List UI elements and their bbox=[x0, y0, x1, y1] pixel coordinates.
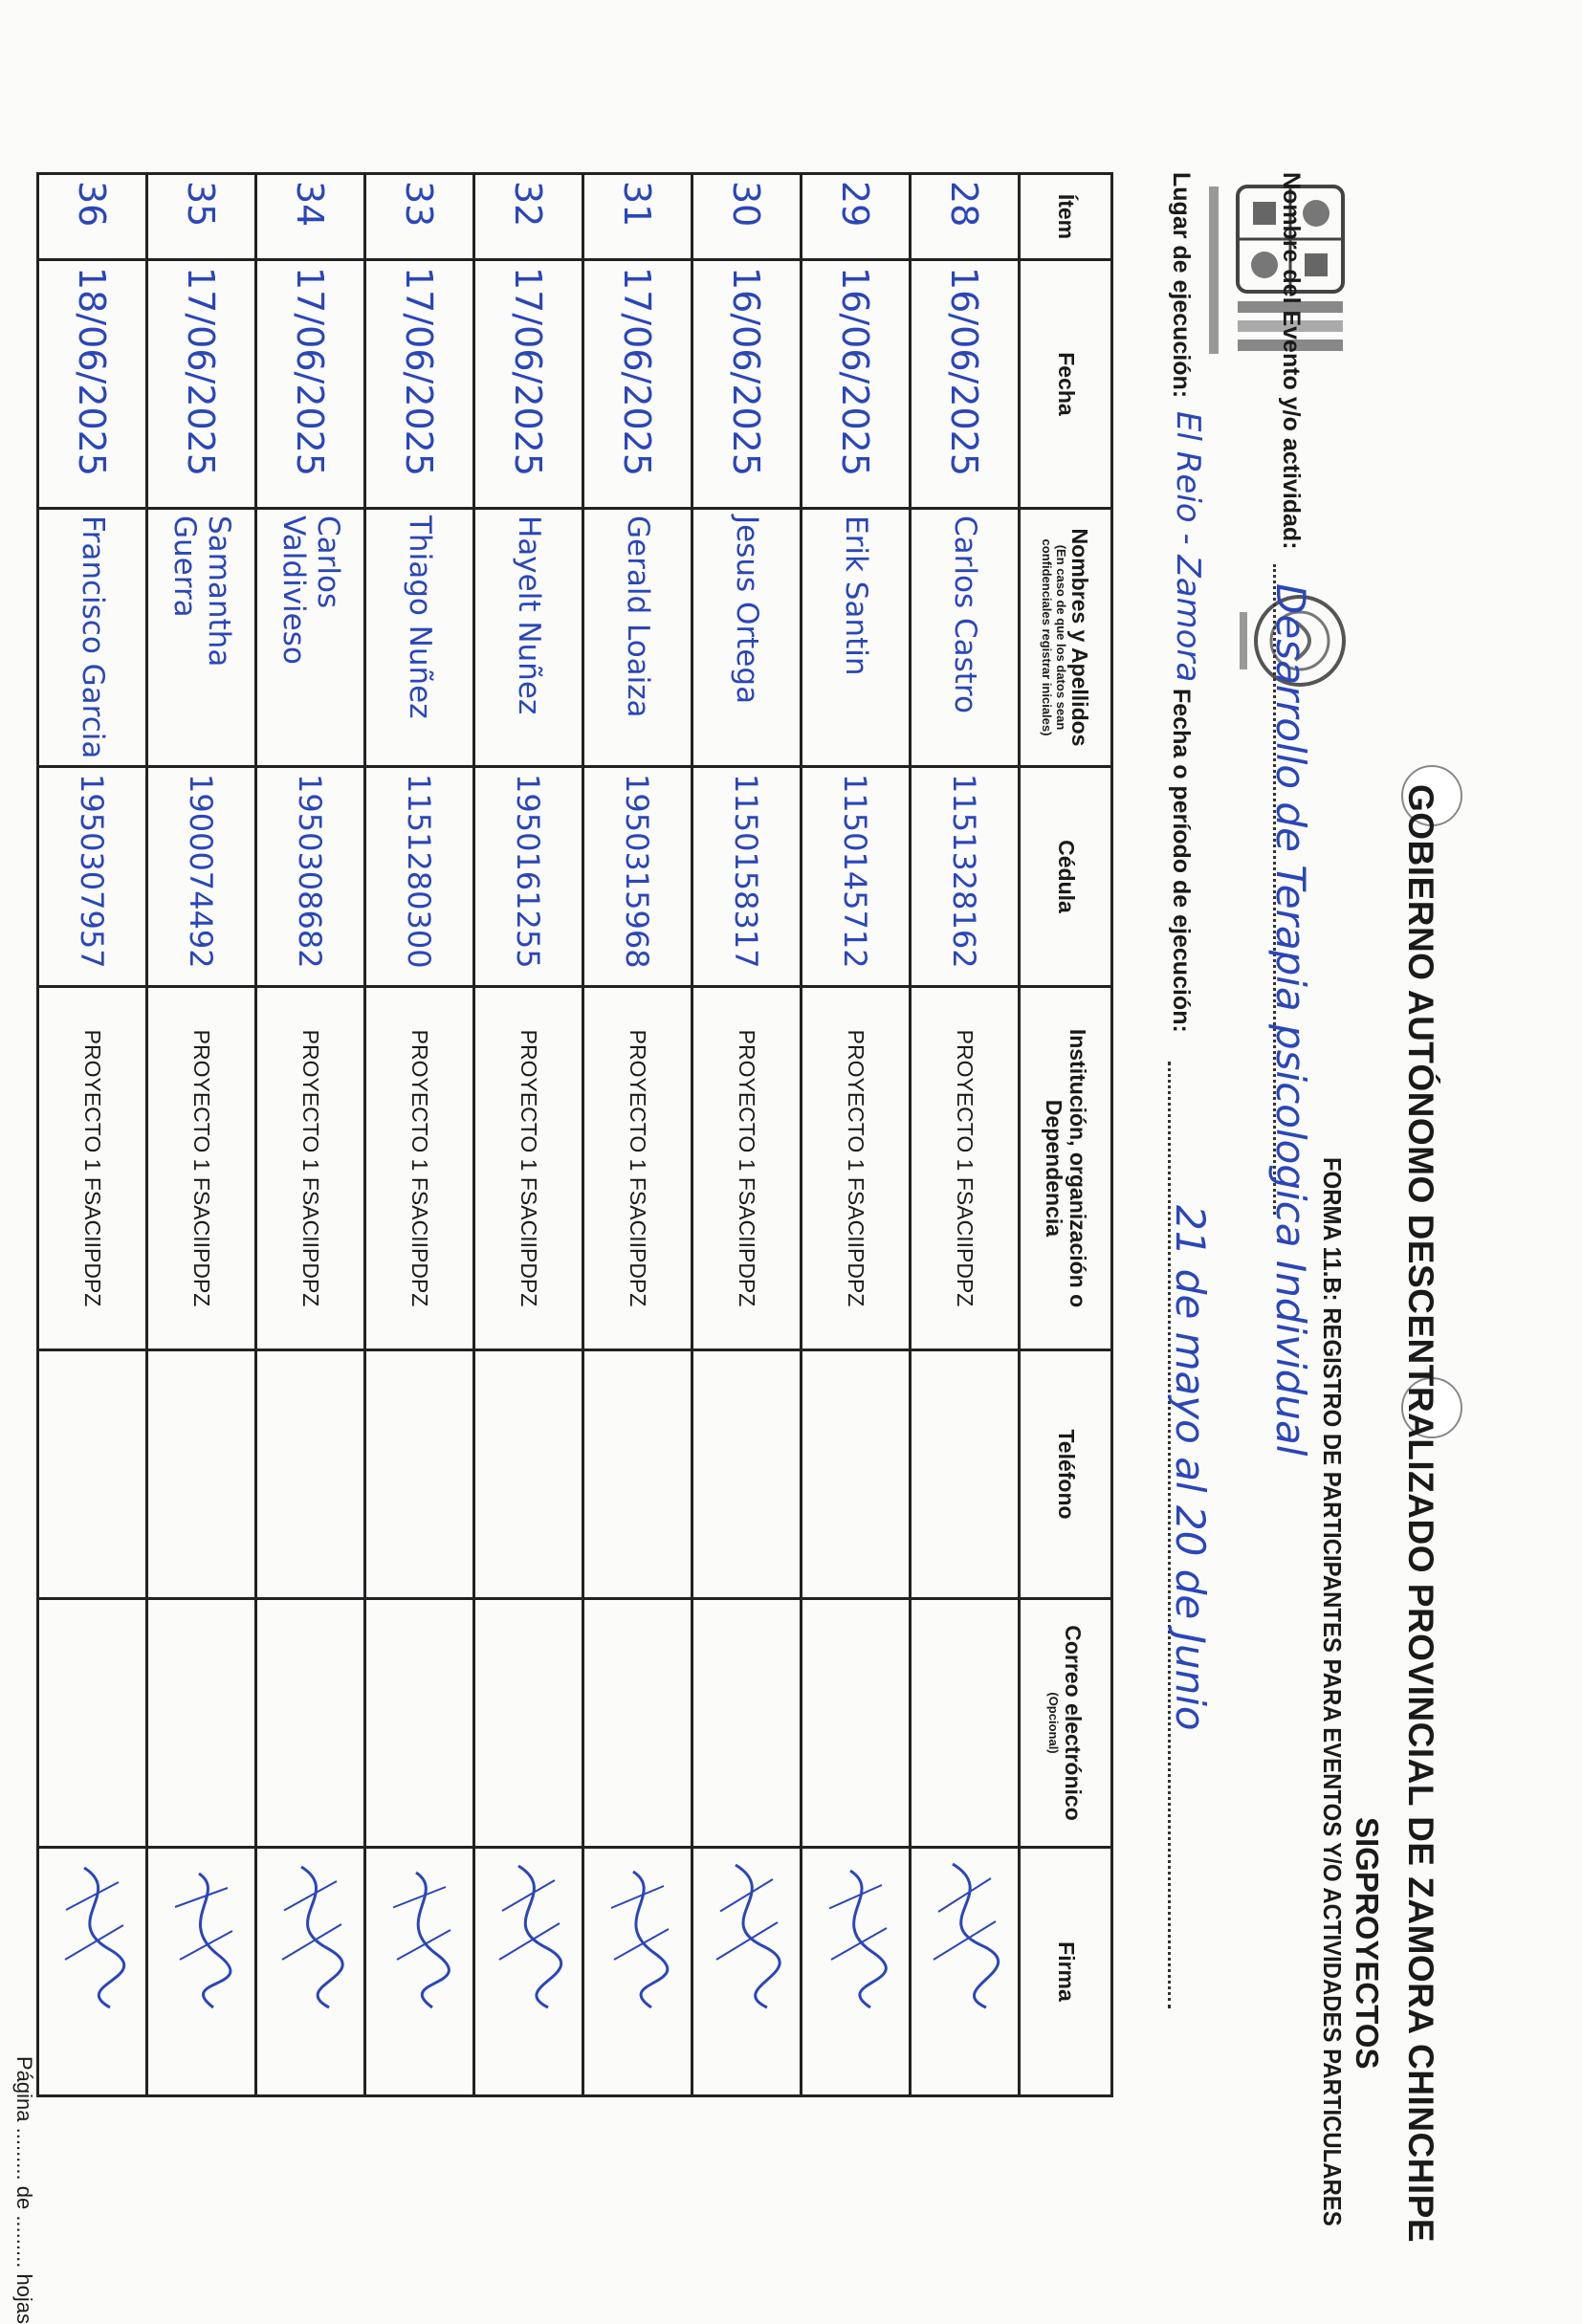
cell-cedula: 1151328162 bbox=[911, 767, 1020, 987]
cell-cedula: 1950308682 bbox=[256, 767, 365, 987]
cell-fecha: 17/06/2025 bbox=[365, 260, 474, 509]
signature-scribble bbox=[701, 1854, 792, 2017]
cell-firma bbox=[38, 1848, 147, 2096]
table-row bbox=[911, 174, 1020, 2096]
participants-table bbox=[36, 172, 1113, 2097]
cell-firma bbox=[474, 1848, 583, 2096]
cell-institucion: PROYECTO 1 FSACIIPDPZ bbox=[802, 987, 911, 1350]
table-row bbox=[692, 174, 802, 2096]
cell-institucion: PROYECTO 1 FSACIIPDPZ bbox=[474, 987, 583, 1350]
cell-institucion: PROYECTO 1 FSACIIPDPZ bbox=[38, 987, 147, 1350]
cell-fecha: 18/06/2025 bbox=[38, 260, 147, 509]
table-row bbox=[147, 174, 256, 2096]
cell-firma bbox=[583, 1848, 692, 2096]
cell-nombre: Thiago Nuñez bbox=[365, 509, 474, 767]
cell-correo bbox=[256, 1599, 365, 1848]
table-row bbox=[802, 174, 911, 2096]
cell-cedula: 1950307957 bbox=[38, 767, 147, 987]
header-institucion: Institución, organización o Dependencia bbox=[1020, 987, 1112, 1350]
cell-firma bbox=[365, 1848, 474, 2096]
cell-correo bbox=[365, 1599, 474, 1848]
cell-nombre: Hayelt Nuñez bbox=[474, 509, 583, 767]
signature-scribble bbox=[810, 1854, 901, 2017]
cell-correo bbox=[38, 1599, 147, 1848]
cell-firma bbox=[147, 1848, 256, 2096]
cell-nombre: Jesus Ortega bbox=[692, 509, 802, 767]
cell-fecha: 17/06/2025 bbox=[583, 260, 692, 509]
cell-item: 30 bbox=[692, 174, 802, 260]
signature-scribble bbox=[374, 1854, 465, 2017]
cell-institucion: PROYECTO 1 FSACIIPDPZ bbox=[365, 987, 474, 1350]
signature-scribble bbox=[156, 1854, 247, 2017]
signature-scribble bbox=[592, 1854, 683, 2017]
header-correo-note: (Opcional) bbox=[1046, 1692, 1062, 1754]
cell-item: 32 bbox=[474, 174, 583, 260]
cell-correo bbox=[583, 1599, 692, 1848]
cell-cedula: 1950161255 bbox=[474, 767, 583, 987]
cell-correo bbox=[692, 1599, 802, 1848]
cell-cedula: 1151280300 bbox=[365, 767, 474, 987]
cell-cedula: 1900074492 bbox=[147, 767, 256, 987]
cell-correo bbox=[147, 1599, 256, 1848]
table-row bbox=[38, 174, 147, 2096]
page-title: GOBIERNO AUTÓNOMO DESCENTRALIZADO PROVINCIAL DE ZAMORA CHINCHIPE bbox=[1401, 784, 1440, 2244]
page-subtitle: SIGPROYECTOS bbox=[1350, 1817, 1385, 2070]
cell-nombre: Gerald Loaiza bbox=[583, 509, 692, 767]
header-firma: Firma bbox=[1020, 1848, 1112, 2096]
cell-cedula: 1950315968 bbox=[583, 767, 692, 987]
cell-fecha: 16/06/2025 bbox=[911, 260, 1020, 509]
cell-item: 34 bbox=[256, 174, 365, 260]
cell-cedula: 1150158317 bbox=[692, 767, 802, 987]
cell-telefono bbox=[474, 1350, 583, 1599]
cell-nombre: Francisco Garcia bbox=[38, 509, 147, 767]
cell-fecha: 17/06/2025 bbox=[474, 260, 583, 509]
form-title: FORMA 11.B: REGISTRO DE PARTICIPANTES PARA EVENTOS Y/O ACTIVIDADES PARTICULARES bbox=[1318, 1157, 1347, 2226]
cell-institucion: PROYECTO 1 FSACIIPDPZ bbox=[583, 987, 692, 1350]
cell-nombre: Erik Santin bbox=[802, 509, 911, 767]
period-value: 21 de mayo al 20 de Junio bbox=[1167, 1205, 1214, 1731]
header-nombres-note: (En caso de que los datos sean confidenciales registrar iniciales) bbox=[1040, 538, 1068, 736]
cell-telefono bbox=[692, 1350, 802, 1599]
cell-fecha: 16/06/2025 bbox=[802, 260, 911, 509]
cell-institucion: PROYECTO 1 FSACIIPDPZ bbox=[147, 987, 256, 1350]
header-correo bbox=[1020, 1599, 1112, 1848]
page-count-footer: Página ......... de ......... hojas bbox=[12, 2056, 36, 2324]
cell-telefono bbox=[38, 1350, 147, 1599]
cell-item: 36 bbox=[38, 174, 147, 260]
cell-firma bbox=[692, 1848, 802, 2096]
period-label: Fecha o período de ejecución: bbox=[1168, 689, 1195, 1033]
header-correo-label: Correo electrónico bbox=[1060, 1625, 1086, 1821]
cell-correo bbox=[802, 1599, 911, 1848]
cell-telefono bbox=[256, 1350, 365, 1599]
cell-institucion: PROYECTO 1 FSACIIPDPZ bbox=[911, 987, 1020, 1350]
table-row bbox=[583, 174, 692, 2096]
cell-correo bbox=[911, 1599, 1020, 1848]
table-row bbox=[256, 174, 365, 2096]
header-fecha: Fecha bbox=[1020, 260, 1112, 509]
cell-nombre: Samantha Guerra bbox=[147, 509, 256, 767]
cell-telefono bbox=[147, 1350, 256, 1599]
cell-nombre: Carlos Valdivieso bbox=[256, 509, 365, 767]
signature-scribble bbox=[47, 1854, 138, 2017]
header-cedula: Cédula bbox=[1020, 767, 1112, 987]
signature-scribble bbox=[483, 1854, 574, 2017]
cell-fecha: 16/06/2025 bbox=[692, 260, 802, 509]
table-row bbox=[474, 174, 583, 2096]
header-nombres bbox=[1020, 509, 1112, 767]
cell-item: 33 bbox=[365, 174, 474, 260]
cell-fecha: 17/06/2025 bbox=[147, 260, 256, 509]
cell-item: 35 bbox=[147, 174, 256, 260]
header-telefono: Teléfono bbox=[1020, 1350, 1112, 1599]
cell-cedula: 1150145712 bbox=[802, 767, 911, 987]
table-header-row bbox=[1020, 174, 1112, 2096]
table-row bbox=[365, 174, 474, 2096]
cell-item: 31 bbox=[583, 174, 692, 260]
cell-telefono bbox=[365, 1350, 474, 1599]
cell-telefono bbox=[802, 1350, 911, 1599]
cell-institucion: PROYECTO 1 FSACIIPDPZ bbox=[692, 987, 802, 1350]
cell-firma bbox=[911, 1848, 1020, 2096]
cell-firma bbox=[256, 1848, 365, 2096]
cell-item: 29 bbox=[802, 174, 911, 260]
cell-telefono bbox=[583, 1350, 692, 1599]
cell-nombre: Carlos Castro bbox=[911, 509, 1020, 767]
cell-item: 28 bbox=[911, 174, 1020, 260]
place-label: Lugar de ejecución: bbox=[1168, 172, 1195, 399]
event-label: Nombre del Evento y/o actividad: bbox=[1278, 172, 1305, 550]
cell-telefono bbox=[911, 1350, 1020, 1599]
header-item: Ítem bbox=[1020, 174, 1112, 260]
header-nombres-label: Nombres y Apellidos bbox=[1066, 528, 1092, 747]
event-value: Desarrollo de Terapia psicologica Individual bbox=[1267, 583, 1314, 1457]
cell-fecha: 17/06/2025 bbox=[256, 260, 365, 509]
cell-institucion: PROYECTO 1 FSACIIPDPZ bbox=[256, 987, 365, 1350]
place-value: El Reio - Zamora bbox=[1169, 411, 1207, 683]
signature-scribble bbox=[919, 1854, 1010, 2017]
signature-scribble bbox=[265, 1854, 356, 2017]
cell-firma bbox=[802, 1848, 911, 2096]
cell-correo bbox=[474, 1599, 583, 1848]
